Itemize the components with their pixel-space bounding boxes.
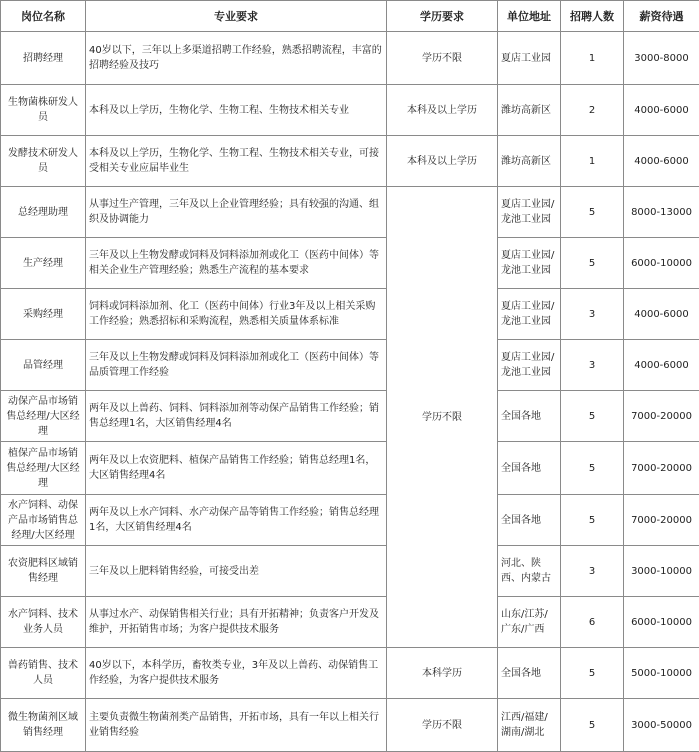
table-row xyxy=(1,546,699,597)
location-cell: 全国各地 xyxy=(498,442,561,495)
salary-cell: 7000-20000 xyxy=(624,442,699,495)
position-cell: 农资肥料区域销售经理 xyxy=(1,546,86,597)
requirements-cell: 主要负责微生物菌剂类产品销售，开拓市场，具有一年以上相关行业销售经验 xyxy=(86,699,387,752)
salary-cell: 4000-6000 xyxy=(624,85,699,136)
table-row xyxy=(1,238,699,289)
position-cell: 兽药销售、技术人员 xyxy=(1,648,86,699)
header-requirements: 专业要求 xyxy=(86,1,387,32)
education-cell: 本科及以上学历 xyxy=(387,136,498,187)
headcount-cell: 5 xyxy=(561,699,624,752)
salary-cell: 3000-50000 xyxy=(624,699,699,752)
requirements-cell: 两年及以上农资肥料、植保产品销售工作经验；销售总经理1名，大区销售经理4名 xyxy=(86,442,387,495)
requirements-cell: 40岁以下，本科学历，畜牧类专业，3年及以上兽药、动保销售工作经验，为客户提供技术服务 xyxy=(86,648,387,699)
education-cell: 学历不限 xyxy=(387,699,498,752)
education-cell: 学历不限 xyxy=(387,187,498,648)
requirements-cell: 从事过水产、动保销售相关行业；具有开拓精神；负责客户开发及维护，开拓销售市场；为客户提供技术服务 xyxy=(86,597,387,648)
salary-cell: 7000-20000 xyxy=(624,391,699,442)
headcount-cell: 1 xyxy=(561,32,624,85)
position-cell: 水产饲料、技术业务人员 xyxy=(1,597,86,648)
salary-cell: 4000-6000 xyxy=(624,340,699,391)
table-row xyxy=(1,187,699,238)
requirements-cell: 两年及以上水产饲料、水产动保产品等销售工作经验；销售总经理1名，大区销售经理4名 xyxy=(86,495,387,546)
location-cell: 潍坊高新区 xyxy=(498,136,561,187)
location-cell: 河北、陕西、内蒙古 xyxy=(498,546,561,597)
salary-cell: 4000-6000 xyxy=(624,289,699,340)
salary-cell: 6000-10000 xyxy=(624,597,699,648)
table-row xyxy=(1,391,699,442)
location-cell: 夏店工业园/龙池工业园 xyxy=(498,340,561,391)
position-cell: 微生物菌剂区域销售经理 xyxy=(1,699,86,752)
location-cell: 全国各地 xyxy=(498,648,561,699)
table-row xyxy=(1,136,699,187)
header-position: 岗位名称 xyxy=(1,1,86,32)
headcount-cell: 6 xyxy=(561,597,624,648)
table-row xyxy=(1,85,699,136)
requirements-cell: 40岁以下，三年以上多渠道招聘工作经验，熟悉招聘流程，丰富的招聘经验及技巧 xyxy=(86,32,387,85)
salary-cell: 7000-20000 xyxy=(624,495,699,546)
table-row xyxy=(1,495,699,546)
requirements-cell: 本科及以上学历，生物化学、生物工程、生物技术相关专业，可接受相关专业应届毕业生 xyxy=(86,136,387,187)
headcount-cell: 5 xyxy=(561,391,624,442)
table-row xyxy=(1,597,699,648)
header-salary: 薪资待遇 xyxy=(624,1,699,32)
requirements-cell: 从事过生产管理，三年及以上企业管理经验；具有较强的沟通、组织及协调能力 xyxy=(86,187,387,238)
header-row xyxy=(1,1,699,32)
education-cell: 本科学历 xyxy=(387,648,498,699)
headcount-cell: 5 xyxy=(561,442,624,495)
salary-cell: 3000-8000 xyxy=(624,32,699,85)
headcount-cell: 5 xyxy=(561,238,624,289)
headcount-cell: 3 xyxy=(561,546,624,597)
requirements-cell: 三年及以上生物发酵或饲料及饲料添加剂或化工（医药中间体）等相关企业生产管理经验；熟悉生产流程的基本要求 xyxy=(86,238,387,289)
requirements-cell: 饲料或饲料添加剂、化工（医药中间体）行业3年及以上相关采购工作经验；熟悉招标和采购流程，熟悉相关质量体系标准 xyxy=(86,289,387,340)
location-cell: 全国各地 xyxy=(498,391,561,442)
headcount-cell: 2 xyxy=(561,85,624,136)
location-cell: 全国各地 xyxy=(498,495,561,546)
table-row xyxy=(1,699,699,752)
position-cell: 品管经理 xyxy=(1,340,86,391)
headcount-cell: 1 xyxy=(561,136,624,187)
table-row xyxy=(1,340,699,391)
position-cell: 水产饲料、动保产品市场销售总经理/大区经理 xyxy=(1,495,86,546)
position-cell: 动保产品市场销售总经理/大区经理 xyxy=(1,391,86,442)
education-cell: 本科及以上学历 xyxy=(387,85,498,136)
education-cell: 学历不限 xyxy=(387,32,498,85)
position-cell: 生物菌株研发人员 xyxy=(1,85,86,136)
position-cell: 招聘经理 xyxy=(1,32,86,85)
location-cell: 潍坊高新区 xyxy=(498,85,561,136)
position-cell: 总经理助理 xyxy=(1,187,86,238)
salary-cell: 8000-13000 xyxy=(624,187,699,238)
headcount-cell: 3 xyxy=(561,289,624,340)
headcount-cell: 5 xyxy=(561,187,624,238)
position-cell: 发酵技术研发人员 xyxy=(1,136,86,187)
salary-cell: 4000-6000 xyxy=(624,136,699,187)
requirements-cell: 三年及以上生物发酵或饲料及饲料添加剂或化工（医药中间体）等品质管理工作经验 xyxy=(86,340,387,391)
requirements-cell: 两年及以上兽药、饲料、饲料添加剂等动保产品销售工作经验；销售总经理1名，大区销售经理4名 xyxy=(86,391,387,442)
position-cell: 植保产品市场销售总经理/大区经理 xyxy=(1,442,86,495)
position-cell: 采购经理 xyxy=(1,289,86,340)
salary-cell: 5000-10000 xyxy=(624,648,699,699)
location-cell: 夏店工业园/龙池工业园 xyxy=(498,238,561,289)
location-cell: 山东/江苏/广东/广西 xyxy=(498,597,561,648)
position-cell: 生产经理 xyxy=(1,238,86,289)
header-location: 单位地址 xyxy=(498,1,561,32)
table-row xyxy=(1,442,699,495)
table-row xyxy=(1,32,699,85)
salary-cell: 3000-10000 xyxy=(624,546,699,597)
headcount-cell: 5 xyxy=(561,495,624,546)
headcount-cell: 5 xyxy=(561,648,624,699)
requirements-cell: 本科及以上学历，生物化学、生物工程、生物技术相关专业 xyxy=(86,85,387,136)
location-cell: 夏店工业园/龙池工业园 xyxy=(498,289,561,340)
header-headcount: 招聘人数 xyxy=(561,1,624,32)
header-education: 学历要求 xyxy=(387,1,498,32)
salary-cell: 6000-10000 xyxy=(624,238,699,289)
table-row xyxy=(1,648,699,699)
location-cell: 江西/福建/湖南/湖北 xyxy=(498,699,561,752)
requirements-cell: 三年及以上肥料销售经验，可接受出差 xyxy=(86,546,387,597)
headcount-cell: 3 xyxy=(561,340,624,391)
table-row xyxy=(1,289,699,340)
location-cell: 夏店工业园/龙池工业园 xyxy=(498,187,561,238)
location-cell: 夏店工业园 xyxy=(498,32,561,85)
